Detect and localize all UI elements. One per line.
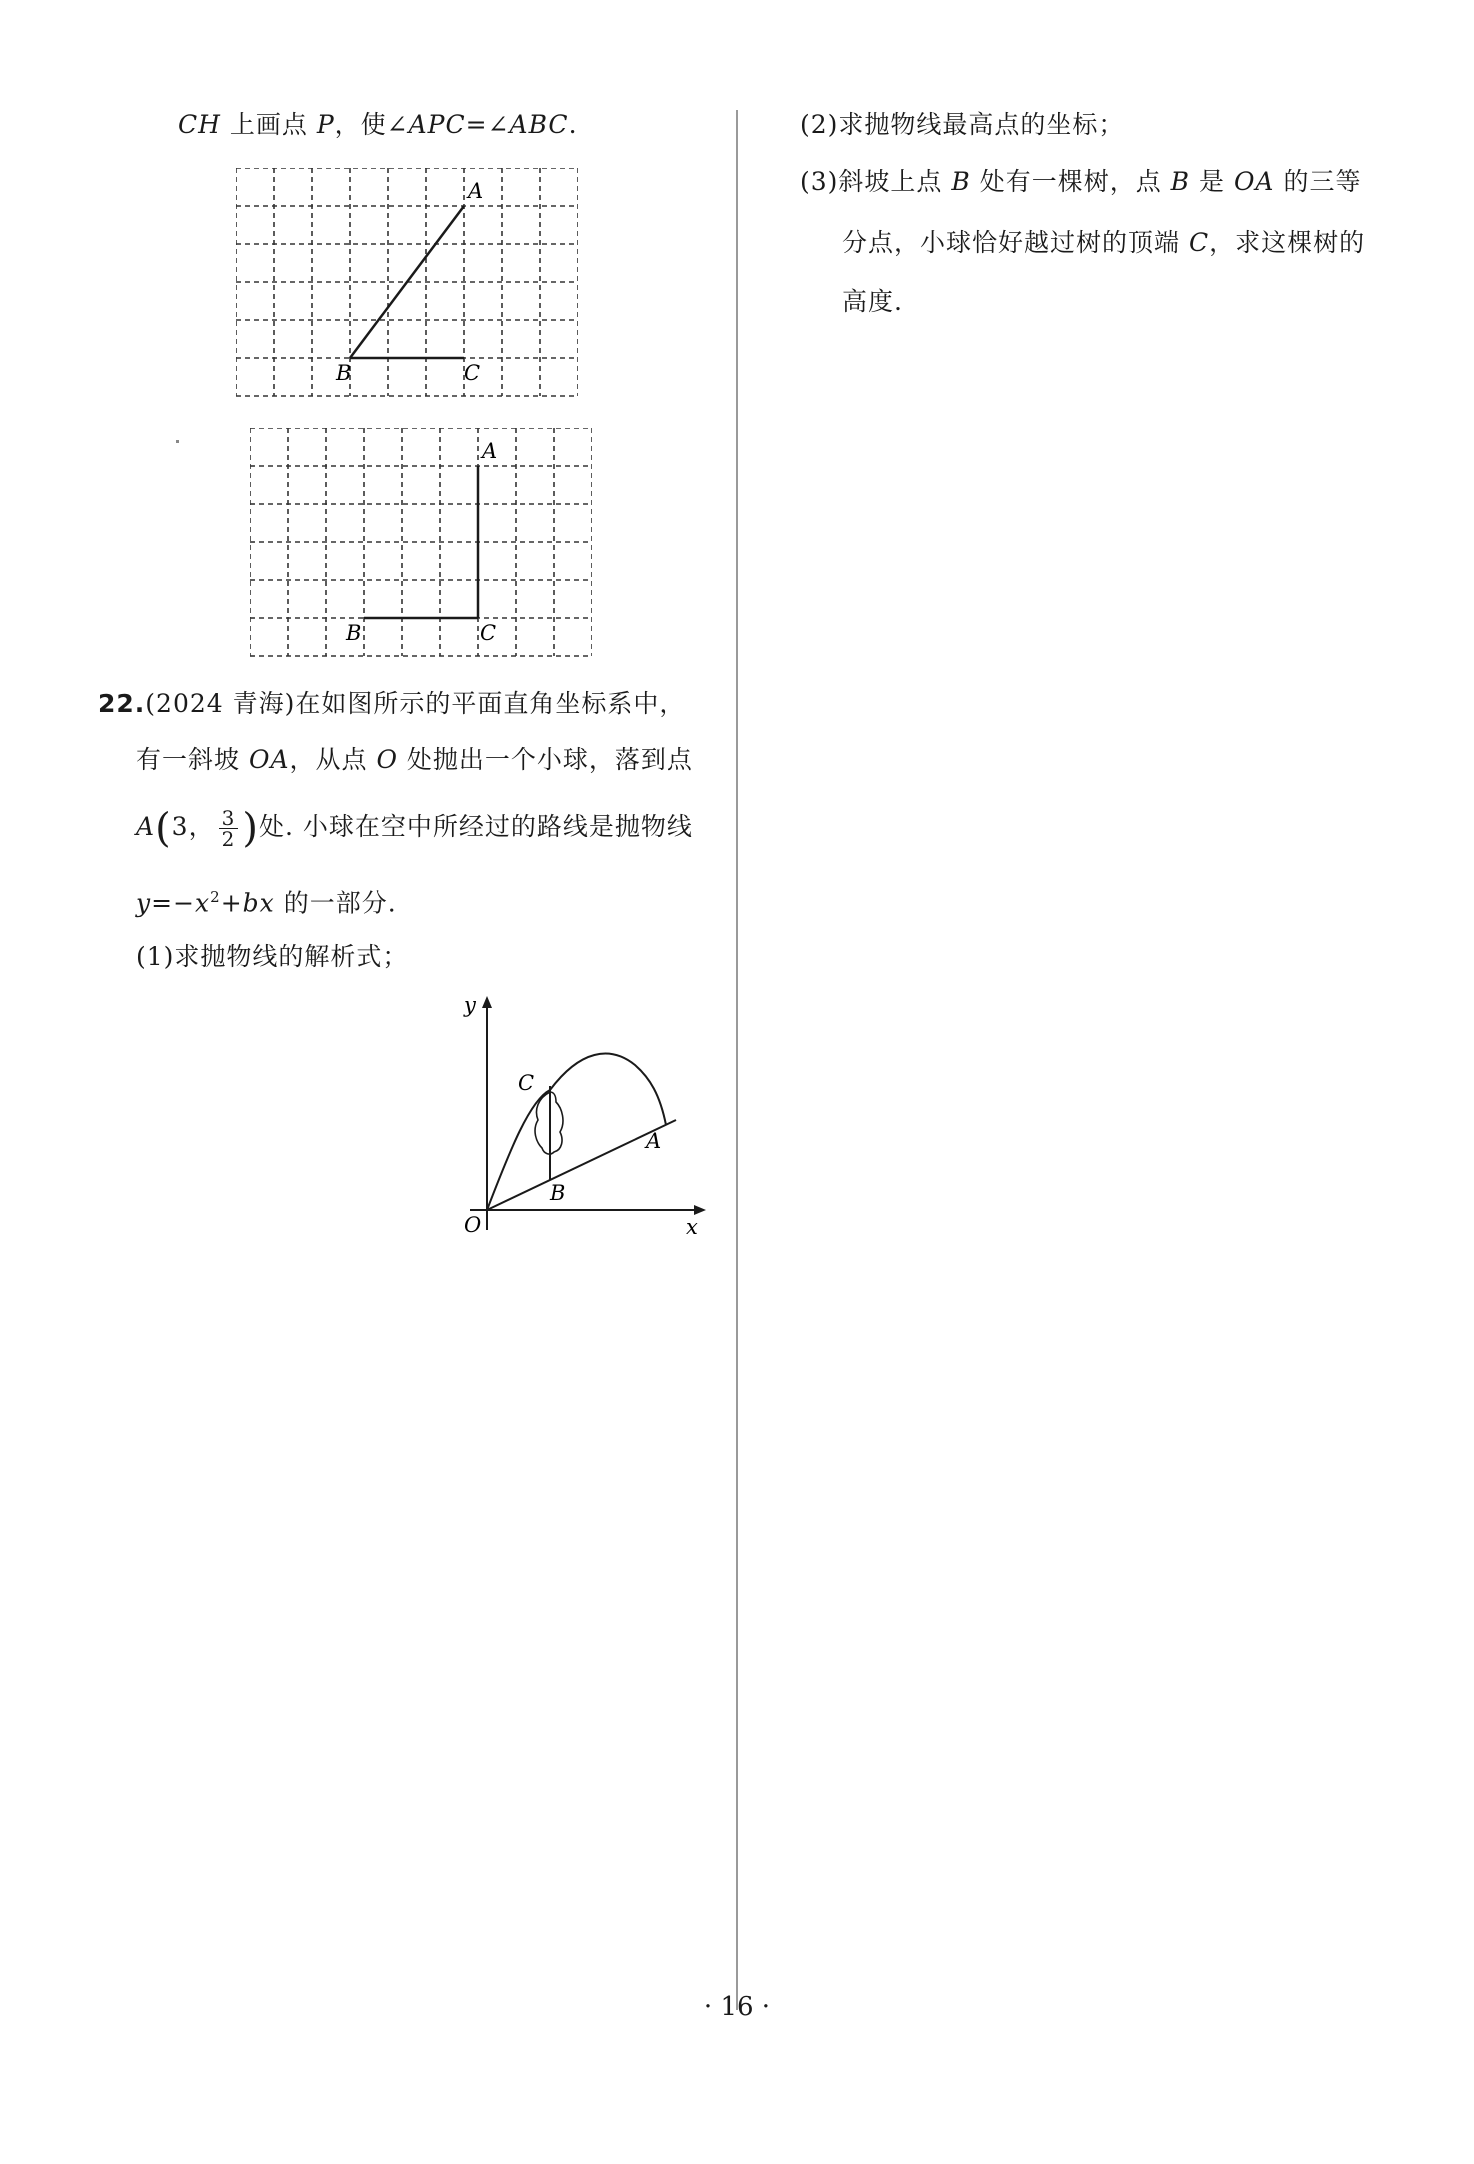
point-a: A [136,812,156,841]
seg-ch: CH [178,110,221,139]
eq-bx: bx [242,888,275,918]
p3-mid2: 是 [1190,167,1234,196]
q22-part-2: (2)求抛物线最高点的坐标； [800,110,1125,139]
q22-line-1 [98,687,685,721]
fraction [219,808,239,849]
label-b: B [336,361,352,385]
q22-line-2 [136,743,693,777]
seg-dot: . [568,110,578,139]
eq-y: y [136,888,152,918]
p3-b1: B [951,167,971,196]
p3-c: C [1188,228,1210,257]
parabola [487,1054,666,1210]
p3-pre: (3)斜坡上点 [800,167,952,196]
seg-abc: ABC [509,110,569,139]
grid-figure-2 [250,428,592,660]
coord-x: 3 [171,812,189,841]
line2-pre: 有一斜坡 [136,745,249,774]
label-a: A [468,179,484,203]
seg-apc: APC [408,110,466,139]
eq-plus: + [220,888,243,918]
prev-question-tail [178,108,578,142]
eq-x: x [195,888,211,918]
paren-close: ) [242,805,259,852]
page-number: · 16 · [703,1992,771,2022]
coord-comma: ， [188,812,215,841]
label-a: A [646,1129,662,1153]
stray-mark [176,440,179,443]
coordinate-figure [450,990,720,1240]
eq-sup: 2 [210,888,221,906]
label-c: C [464,361,481,385]
seg-text1: 上画点 [220,110,317,139]
label-b: B [346,621,362,645]
q22-part-3-line-2 [842,226,1365,260]
paren-open: ( [155,805,172,852]
q22-line-3 [136,805,693,852]
label-c: C [518,1071,535,1095]
line2-post: 处抛出一个小球，落到点 [397,745,693,774]
label-c: C [480,621,497,645]
q22-line-4 [136,880,397,920]
line3-post: 处. 小球在空中所经过的路线是抛物线 [258,812,693,841]
seg-p: P [316,110,335,139]
label-a: A [482,439,498,463]
p3-b2: B [1170,167,1191,196]
p3-l2-post: ，求这棵树的 [1209,228,1366,257]
p3-oa: OA [1233,167,1275,196]
p3-post: 的三等 [1274,167,1362,196]
eq-sign: =− [151,888,196,918]
label-o: O [464,1213,482,1237]
x-axis-arrow [694,1205,706,1215]
q22-part-3-line-1 [800,165,1361,199]
label-x: x [686,1215,698,1239]
line4-post: 的一部分. [274,888,397,918]
label-y: y [464,993,476,1017]
fraction-num: 3 [219,808,239,829]
column-divider [736,110,738,2010]
question-number: 22. [98,689,146,718]
grid-figure-1 [236,168,578,400]
q22-part-3-line-3: 高度. [842,287,903,316]
line2-oa: OA [248,745,290,774]
p3-l2-pre: 分点，小球恰好越过树的顶端 [842,228,1189,257]
y-axis-arrow [482,996,492,1008]
seg-text2: ，使∠ [334,110,409,139]
seg-eq: =∠ [465,110,510,139]
label-b: B [550,1181,566,1205]
line2-mid: ，从点 [289,745,377,774]
p3-mid: 处有一棵树，点 [970,167,1171,196]
line1-text: 在如图所示的平面直角坐标系中， [295,689,686,718]
line2-o: O [376,745,398,774]
q22-part-1: (1)求抛物线的解析式； [136,942,409,971]
fraction-den: 2 [221,827,236,851]
question-source: (2024 青海) [145,689,296,718]
